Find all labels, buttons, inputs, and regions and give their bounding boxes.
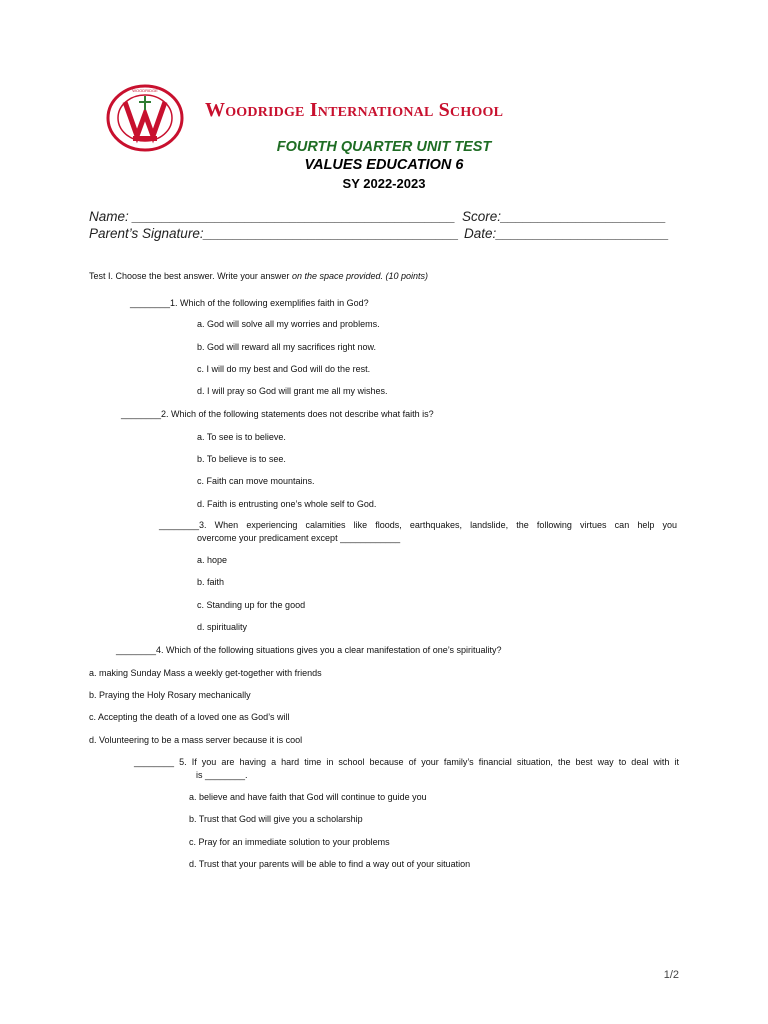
- instructions-italic: on the space provided. (10 points): [291, 271, 429, 281]
- question-1-choice-c: c. I will do my best and God will do the rest.: [197, 364, 371, 374]
- question-3-stem-line2: overcome your predicament except ____________: [197, 533, 401, 543]
- test-title: FOURTH QUARTER UNIT TEST: [276, 139, 492, 155]
- subject-title: VALUES EDUCATION 6: [304, 157, 464, 173]
- question-4-stem: ________4. Which of the following situations gives you a clear manifestation of one’s spirituality?: [116, 645, 502, 655]
- school-year: SY 2022-2023: [342, 176, 426, 191]
- question-5-stem-line2: is ________.: [196, 770, 248, 780]
- question-5-choice-a: a. believe and have faith that God will continue to guide you: [189, 792, 427, 802]
- question-5-choice-d: d. Trust that your parents will be able to find a way out of your situation: [189, 859, 471, 869]
- question-5-choice-b: b. Trust that God will give you a scholarship: [189, 814, 363, 824]
- question-2-choice-c: c. Faith can move mountains.: [197, 476, 315, 486]
- question-4-choice-a: a. making Sunday Mass a weekly get-together with friends: [89, 668, 322, 678]
- question-4-choice-d: d. Volunteering to be a mass server because it is cool: [89, 735, 303, 745]
- question-3-choice-a: a. hope: [197, 555, 228, 565]
- question-4-choice-b: b. Praying the Holy Rosary mechanically: [89, 690, 251, 700]
- question-5-stem-line1: ________ 5. If you are having a hard time in school because of your family’s financial situation, the best way to deal with it: [134, 757, 679, 767]
- question-4-choice-c: c. Accepting the death of a loved one as God’s will: [89, 712, 290, 722]
- question-3-choice-c: c. Standing up for the good: [197, 600, 306, 610]
- page-number: 1/2: [663, 969, 679, 981]
- question-3-choice-d: d. spirituality: [197, 622, 248, 632]
- name-field[interactable]: Name: ___________________________________________: [89, 209, 456, 224]
- score-field[interactable]: Score:______________________: [462, 209, 667, 224]
- date-field[interactable]: Date:_______________________: [464, 226, 669, 241]
- question-2-stem: ________2. Which of the following statements does not describe what faith is?: [121, 409, 434, 419]
- question-2-choice-b: b. To believe is to see.: [197, 454, 286, 464]
- question-3-stem-line1: ________3. When experiencing calamities like floods, earthquakes, landslide, the following virtues can help you: [159, 520, 677, 530]
- question-1-choice-a: a. God will solve all my worries and problems.: [197, 319, 380, 329]
- svg-text:WOODRIDGE: WOODRIDGE: [132, 88, 158, 93]
- instructions-main: Test I. Choose the best answer. Write your answer: [89, 271, 292, 281]
- question-1-stem: ________1. Which of the following exemplifies faith in God?: [130, 298, 369, 308]
- question-3-choice-b: b. faith: [197, 577, 225, 587]
- parent-signature-field[interactable]: Parent’s Signature:__________________________________: [89, 226, 459, 241]
- question-2-choice-a: a. To see is to believe.: [197, 432, 286, 442]
- question-5-choice-c: c. Pray for an immediate solution to your problems: [189, 837, 390, 847]
- instructions: [89, 271, 428, 281]
- question-2-choice-d: d. Faith is entrusting one’s whole self to God.: [197, 499, 377, 509]
- question-1-choice-b: b. God will reward all my sacrifices right now.: [197, 342, 377, 352]
- school-name: Woodridge International School: [205, 99, 504, 121]
- question-1-choice-d: d. I will pray so God will grant me all my wishes.: [197, 386, 388, 396]
